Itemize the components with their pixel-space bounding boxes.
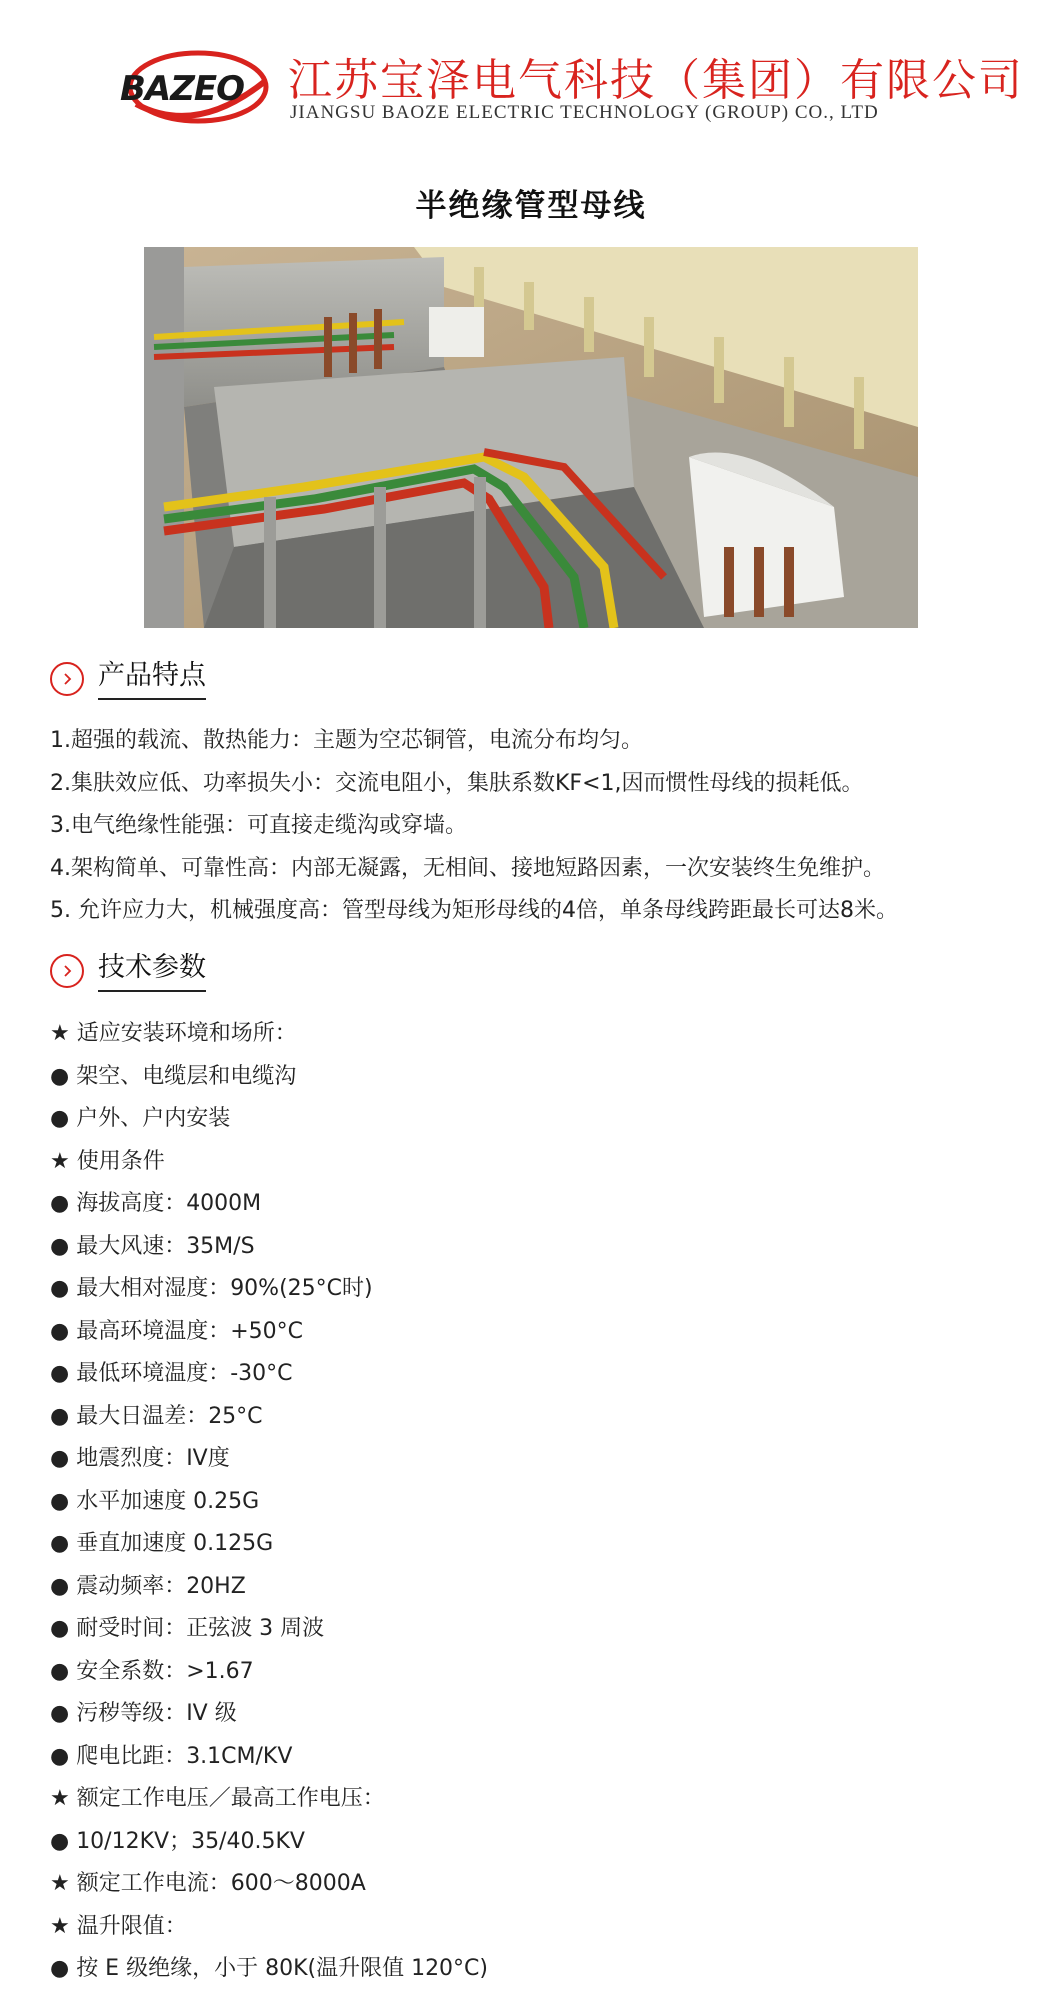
company-name-en: JIANGSU BAOZE ELECTRIC TECHNOLOGY (GROUP) CO., LTD	[290, 102, 879, 123]
spec-item: ● 按 E 级绝缘，小于 80K(温升限值 120°C)	[50, 1956, 489, 1981]
spec-item: ● 最低环境温度：-30°C	[50, 1361, 293, 1386]
feature-item: 4.架构简单、可靠性高：内部无凝露，无相间、接地短路因素，一次安装终生免维护。	[50, 855, 885, 881]
spec-item: ★ 使用条件	[50, 1148, 165, 1174]
page-title: 半绝缘管型母线	[415, 188, 647, 224]
spec-item: ★ 温升限值：	[50, 1913, 187, 1939]
spec-item: ★ 额定工作电流：600～8000A	[50, 1871, 366, 1896]
spec-item: ● 架空、电缆层和电缆沟	[50, 1063, 297, 1089]
features-title: 产品特点	[98, 658, 206, 700]
feature-item: 1.超强的载流、散热能力：主题为空芯铜管，电流分布均匀。	[50, 728, 643, 753]
spec-item: ● 海拔高度：4000M	[50, 1191, 262, 1216]
spec-item: ● 爬电比距：3.1CM/KV	[50, 1743, 293, 1769]
spec-item: ● 最高环境温度：+50°C	[50, 1318, 303, 1344]
feature-item: 5. 允许应力大，机械强度高：管型母线为矩形母线的4倍，单条母线跨距最长可达8米。	[50, 898, 898, 923]
substation-photo-icon	[144, 247, 918, 628]
specs-section-header	[50, 948, 206, 994]
chevron-right-circle-icon	[50, 662, 84, 696]
logo-wordmark: BAZEO	[120, 69, 245, 109]
specs-title: 技术参数	[98, 950, 206, 992]
feature-item: 3.电气绝缘性能强：可直接走缆沟或穿墙。	[50, 813, 467, 838]
bazeo-logo-icon	[116, 46, 274, 128]
spec-item: ● 10/12KV；35/40.5KV	[50, 1828, 305, 1854]
spec-item: ● 污秽等级：IV 级	[50, 1701, 237, 1726]
spec-item: ● 垂直加速度 0.125G	[50, 1531, 274, 1556]
specs-list	[50, 1013, 1040, 1991]
spec-item: ● 最大风速：35M/S	[50, 1233, 255, 1259]
spec-item: ● 最大日温差：25°C	[50, 1403, 263, 1429]
spec-item: ● 震动频率：20HZ	[50, 1573, 246, 1599]
spec-item: ● 水平加速度 0.25G	[50, 1488, 260, 1514]
features-list	[50, 720, 1040, 933]
spec-item: ● 最大相对湿度：90%(25°C时)	[50, 1276, 373, 1301]
spec-item: ★ 适应安装环境和场所：	[50, 1021, 297, 1046]
spec-item: ★ 额定工作电压／最高工作电压：	[50, 1786, 385, 1811]
features-section-header	[50, 656, 206, 702]
company-name-cn: 江苏宝泽电气科技（集团）有限公司	[288, 55, 1024, 106]
product-photo	[144, 247, 918, 628]
feature-item: 2.集肤效应低、功率损失小：交流电阻小，集肤系数KF<1,因而惯性母线的损耗低。	[50, 770, 864, 796]
spec-item: ● 户外、户内安装	[50, 1106, 231, 1131]
spec-item: ● 地震烈度：IV度	[50, 1446, 230, 1471]
spec-item: ● 安全系数：>1.67	[50, 1658, 254, 1684]
company-logo	[116, 46, 274, 128]
spec-item: ● 耐受时间：正弦波 3 周波	[50, 1616, 325, 1641]
chevron-right-circle-icon	[50, 954, 84, 988]
page-header	[0, 0, 1062, 140]
